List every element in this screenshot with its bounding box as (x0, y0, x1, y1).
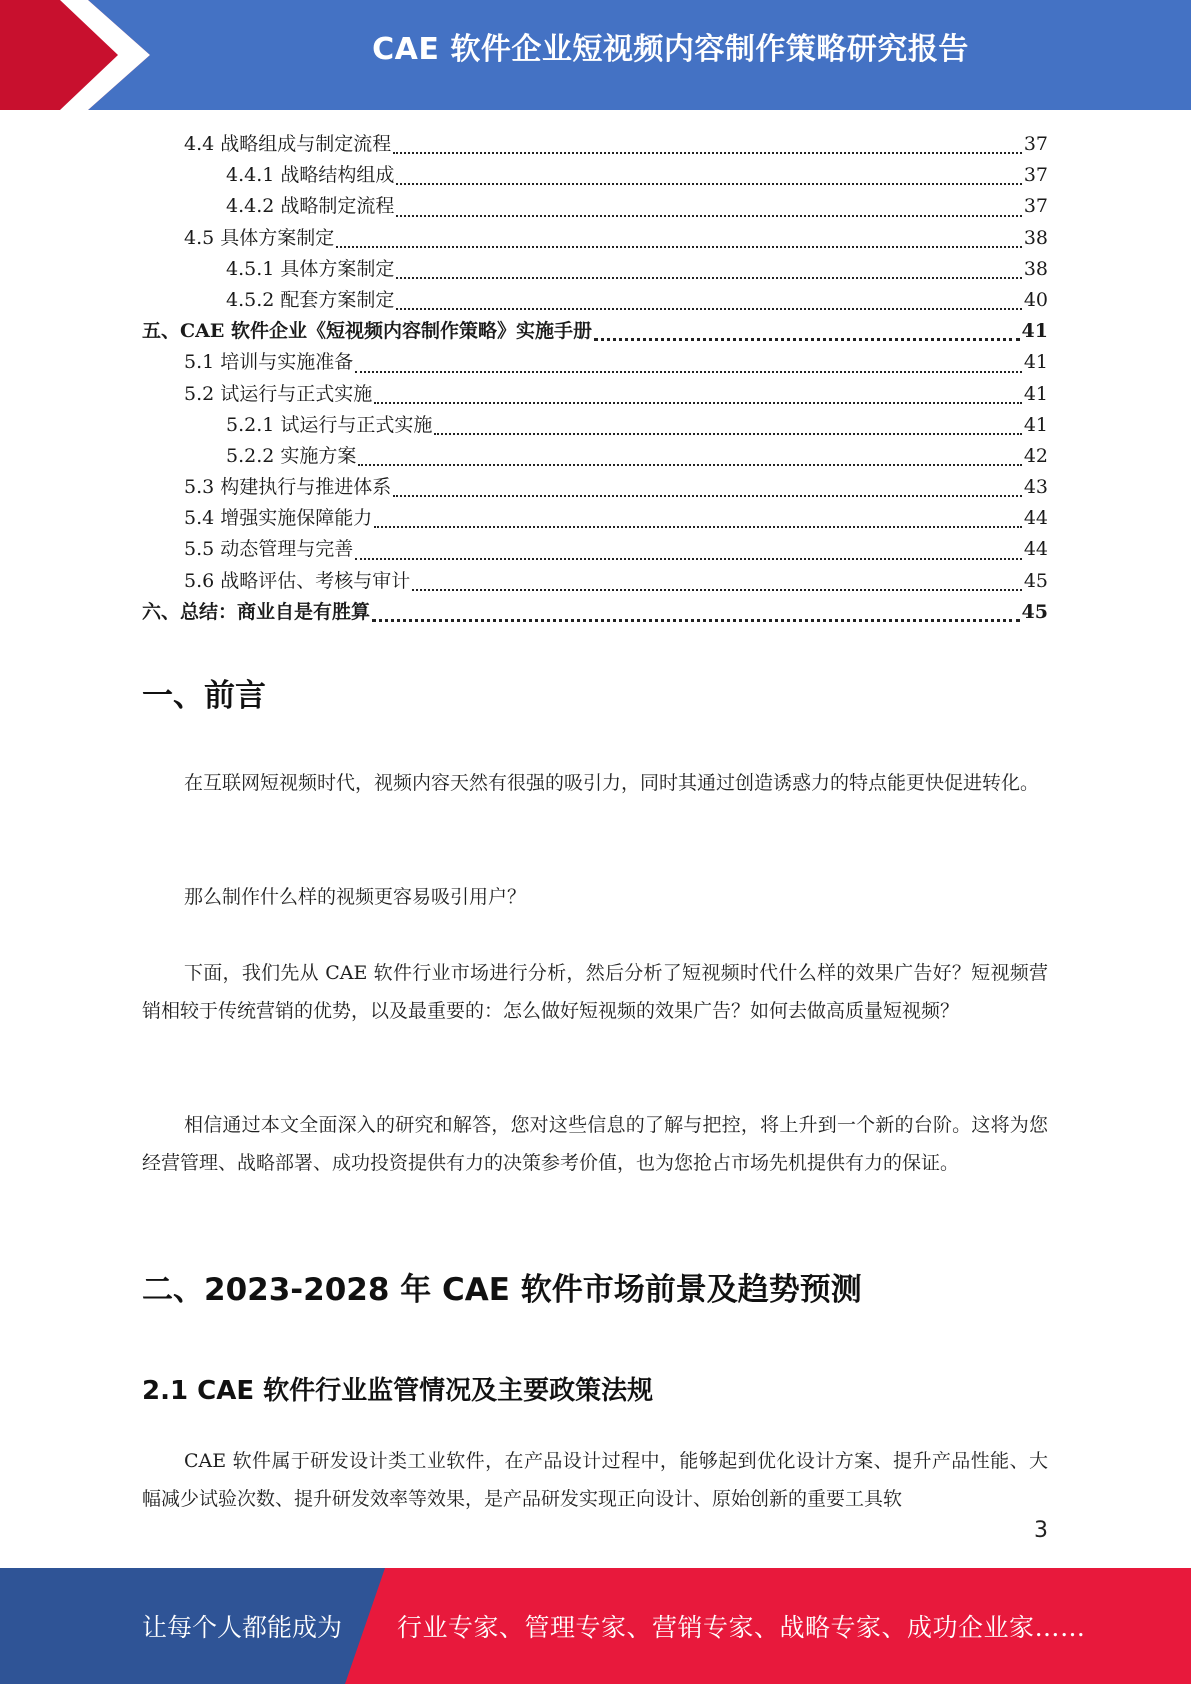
section-heading-market: 二、2023-2028 年 CAE 软件市场前景及趋势预测 (142, 1272, 862, 1308)
toc-dot-leader (355, 370, 1022, 373)
toc-entry-page: 40 (1023, 288, 1048, 311)
toc-entry[interactable] (142, 503, 1048, 534)
toc-dot-leader (396, 214, 1021, 217)
toc-entry[interactable] (142, 566, 1048, 597)
toc-entry-label: 5.2.2 实施方案 (226, 444, 357, 467)
toc-entry-label: 5.2.1 试运行与正式实施 (226, 413, 433, 436)
toc-entry-label: 4.5.1 具体方案制定 (226, 257, 395, 280)
toc-entry-page: 44 (1023, 507, 1048, 530)
toc-entry-label: 五、CAE 软件企业《短视频内容制作策略》实施手册 (142, 320, 592, 343)
toc-entry[interactable] (142, 597, 1048, 628)
toc-entry[interactable] (142, 347, 1048, 378)
toc-dot-leader (374, 401, 1022, 404)
footer-slogan-right: 行业专家、管理专家、营销专家、战略专家、成功企业家…… (397, 1613, 1086, 1642)
page-number: 3 (1034, 1518, 1048, 1543)
footer-slogan-left: 让每个人都能成为 (142, 1613, 343, 1642)
toc-entry[interactable] (142, 379, 1048, 410)
toc-entry-page: 43 (1023, 476, 1048, 499)
toc-dot-leader (594, 337, 1020, 341)
toc-entry[interactable] (142, 441, 1048, 472)
toc-dot-leader (412, 588, 1022, 591)
paragraph: 相信通过本文全面深入的研究和解答，您对这些信息的了解与把控，将上升到一个新的台阶。这将为您经营管理、战略部署、成功投资提供有力的决策参考价值，也为您抢占市场先机提供有力的保证。 (142, 1114, 1048, 1174)
toc-dot-leader (336, 245, 1022, 248)
toc-entry[interactable] (142, 223, 1048, 254)
toc-dot-leader (434, 432, 1021, 435)
toc-dot-leader (393, 494, 1022, 497)
toc-entry-label: 5.6 战略评估、考核与审计 (184, 569, 411, 592)
toc-entry-page: 37 (1023, 133, 1048, 155)
toc-entry-page: 45 (1023, 569, 1048, 592)
toc-entry-page: 37 (1023, 195, 1048, 218)
toc-dot-leader (355, 557, 1022, 560)
toc-dot-leader (396, 307, 1021, 310)
toc-entry[interactable] (142, 285, 1048, 316)
toc-entry-page: 41 (1023, 382, 1048, 405)
toc-entry-page: 37 (1023, 164, 1048, 187)
toc-entry-label: 5.3 构建执行与推进体系 (184, 476, 392, 499)
toc-entry[interactable] (142, 410, 1048, 441)
toc-entry-page: 38 (1023, 226, 1048, 249)
paragraph: 那么制作什么样的视频更容易吸引用户？ (184, 886, 527, 908)
toc-entry[interactable] (142, 534, 1048, 565)
footer-banner (0, 1568, 1191, 1684)
toc-entry-page: 41 (1023, 413, 1048, 436)
toc-dot-leader (393, 151, 1022, 154)
toc-entry-label: 4.4.2 战略制定流程 (226, 195, 395, 218)
toc-entry[interactable] (142, 254, 1048, 285)
toc-entry-page: 42 (1023, 444, 1048, 467)
toc-entry-label: 4.4 战略组成与制定流程 (184, 133, 392, 155)
table-of-contents (142, 129, 1048, 628)
toc-entry[interactable] (142, 316, 1048, 347)
toc-entry-label: 5.5 动态管理与完善 (184, 538, 354, 561)
section-heading-preface: 一、前言 (142, 678, 266, 714)
toc-entry-label: 4.5.2 配套方案制定 (226, 288, 395, 311)
paragraph: CAE 软件属于研发设计类工业软件，在产品设计过程中，能够起到优化设计方案、提升产品性能、大幅减少试验次数、提升研发效率等效果，是产品研发实现正向设计、原始创新的重要工具软 (142, 1450, 1048, 1510)
document-title: CAE 软件企业短视频内容制作策略研究报告 (372, 32, 969, 67)
paragraph: 下面，我们先从 CAE 软件行业市场进行分析，然后分析了短视频时代什么样的效果广告好？短视频营销相较于传统营销的优势，以及最重要的：怎么做好短视频的效果广告？如何去做高质量短视频？ (142, 962, 1048, 1022)
toc-entry-label: 5.1 培训与实施准备 (184, 351, 354, 374)
toc-entry-label: 4.4.1 战略结构组成 (226, 164, 395, 187)
toc-dot-leader (358, 463, 1021, 466)
toc-entry[interactable] (142, 160, 1048, 191)
toc-dot-leader (396, 182, 1021, 185)
toc-dot-leader (396, 276, 1021, 279)
toc-entry-label: 5.4 增强实施保障能力 (184, 507, 373, 530)
toc-dot-leader (374, 525, 1022, 528)
toc-entry-label: 4.5 具体方案制定 (184, 226, 335, 249)
header-banner (0, 0, 1191, 110)
subsection-heading: 2.1 CAE 软件行业监管情况及主要政策法规 (142, 1376, 654, 1406)
toc-entry[interactable] (142, 191, 1048, 222)
toc-entry-page: 45 (1021, 600, 1048, 623)
toc-entry[interactable] (142, 129, 1048, 160)
toc-entry-page: 38 (1023, 257, 1048, 280)
toc-dot-leader (372, 618, 1020, 622)
toc-entry-page: 44 (1023, 538, 1048, 561)
toc-entry-page: 41 (1023, 351, 1048, 374)
toc-entry-label: 5.2 试运行与正式实施 (184, 382, 373, 405)
toc-entry-label: 六、总结：商业自是有胜算 (142, 600, 371, 623)
paragraph: 在互联网短视频时代，视频内容天然有很强的吸引力，同时其通过创造诱惑力的特点能更快促进转化。 (184, 772, 1040, 794)
red-chevron-decoration (0, 0, 150, 110)
toc-entry-page: 41 (1021, 320, 1048, 343)
toc-entry[interactable] (142, 472, 1048, 503)
